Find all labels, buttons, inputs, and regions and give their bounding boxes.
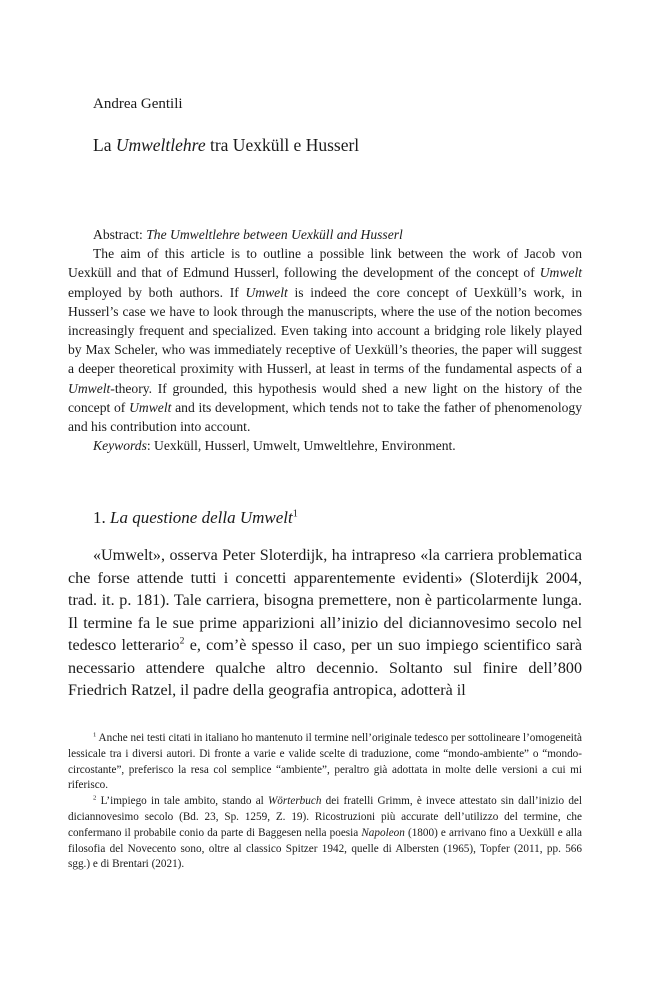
abstract-run: and its development, which tends not to take the father of phenomenology and his contribution into account. <box>68 399 583 435</box>
footnote-2-number: 2 <box>93 794 97 802</box>
title-suffix: tra Uexküll e Husserl <box>205 135 360 155</box>
abstract-text <box>68 244 582 436</box>
abstract-block <box>68 225 582 455</box>
abstract-label: Abstract: <box>93 227 147 242</box>
section-number: 1. <box>93 508 110 527</box>
title-italic: Umweltlehre <box>115 135 206 155</box>
footnote-2-run: (1800) e arrivano fino a Uexküll e alla filosofia del Novecento sono, oltre al classico Spitzer 1942, quelle di Albersten (1965), Topfer (2011, pp. 566 sgg.) e di Brentari (2021). <box>68 826 582 871</box>
abstract-english-title: The Umweltlehre between Uexküll and Husserl <box>146 227 403 242</box>
body-paragraph-text <box>68 545 582 703</box>
keywords-label: Keywords <box>93 438 147 454</box>
footnote-1-text: Anche nei testi citati in italiano ho mantenuto il termine nell’originale tedesco per sottolineare l’omogeneità lessicale tra i diversi autori. Di fronte a varie e valide scelte di traduzione, come “mondo-ambiente” o “mondo-circostante”, preferisco la resa col semplice “ambiente”, peraltro già adottata in molte delle versioni a cui mi riferisco. <box>68 732 582 792</box>
footnotes-block <box>68 731 582 873</box>
body-run: e, com’è spesso il caso, per un suo impiego scientifico sarà necessario attendere qualche altro decennio. Soltanto sul finire dell’800 Friedrich Ratzel, il padre della geografia antropica, adotterà il <box>68 637 582 699</box>
abstract-run: employed by both authors. If <box>68 284 246 300</box>
abstract-italic: Umwelt <box>245 284 288 300</box>
author-name: Andrea Gentili <box>93 96 183 112</box>
title-prefix: La <box>93 135 116 155</box>
footnote-2-run: dei fratelli Grimm, è invece attestato sin dall’inizio del diciannovesimo secolo (Bd. 23, Sp. 1259, Z. 19). Ricostruzioni più accurate dell’utilizzo del termine, che confermano il probabile conio da parte di Baggesen nella poesia <box>68 795 582 839</box>
footnote-2-italic: Napoleon <box>361 826 405 839</box>
keywords-line <box>68 436 582 455</box>
abstract-run: -theory. If grounded, this hypothesis would shed a new light on the history of the concept of <box>68 380 582 415</box>
footnote-2-run: L’impiego in tale ambito, stando al <box>96 795 268 808</box>
abstract-run: is indeed the core concept of Uexküll’s work, in Husserl’s case we have to look through the manuscripts, where the use of the notion becomes increasingly frequent and specialized. Even taking into account a bridging role likely played by Max Scheler, who was immediately receptive of Uexküll’s theories, the paper will suggest a deeper theoretical proximity with Husserl, at least in terms of the fundamental aspects of a <box>68 284 582 377</box>
abstract-italic: Umwelt <box>539 265 582 281</box>
footnote-ref-2[interactable]: 2 <box>179 635 185 647</box>
section-heading <box>93 508 298 528</box>
footnote-1 <box>68 731 582 794</box>
body-run: «Umwelt», osserva Peter Sloterdijk, ha intrapreso «la carriera problematica che forse attende tutti i concetti apparentemente evidenti» (Sloterdijk 2004, trad. it. p. 181). Tale carriera, bisogna premettere, non è particolarmente lunga. Il termine fa le sue prime apparizioni all’inizio del diciannovesimo secolo nel tedesco letterario <box>68 547 582 654</box>
footnote-2-italic: Wörterbuch <box>267 795 322 808</box>
abstract-italic: Umwelt <box>129 399 172 415</box>
keywords-list: : Uexküll, Husserl, Umwelt, Umweltlehre, Environment. <box>146 438 456 454</box>
body-paragraph <box>68 545 582 703</box>
abstract-italic: Umwelt <box>68 380 111 396</box>
abstract-heading <box>68 225 582 244</box>
article-title <box>93 135 359 156</box>
abstract-run: The aim of this article is to outline a possible link between the work of Jacob von Uexküll and that of Edmund Husserl, following the development of the concept of <box>68 246 582 281</box>
section-title-text: La questione della Umwelt <box>110 508 293 527</box>
footnote-ref-1[interactable]: 1 <box>292 508 298 520</box>
footnote-1-number: 1 <box>93 731 97 739</box>
footnote-2 <box>68 794 582 873</box>
